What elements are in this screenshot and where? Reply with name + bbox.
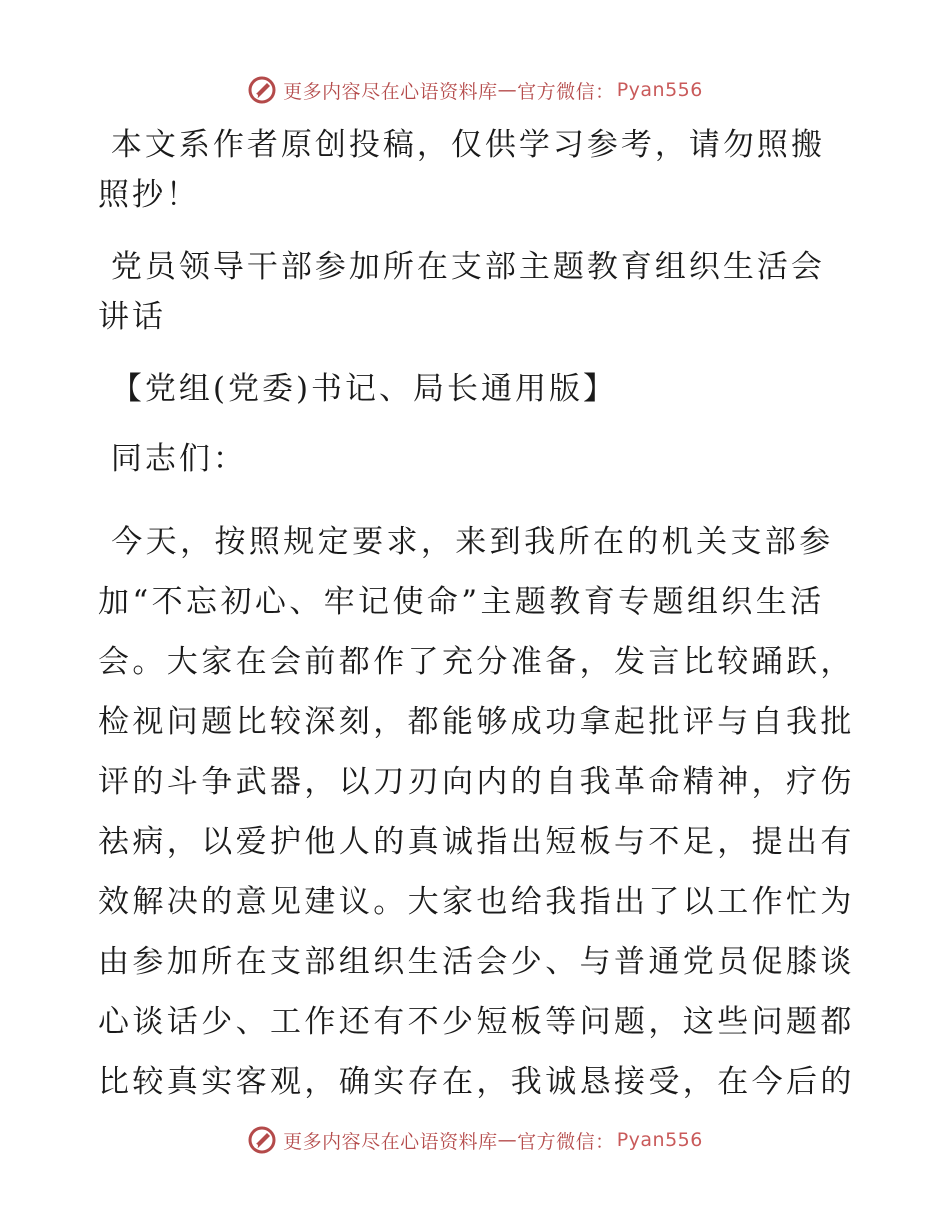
pen-seal-logo-icon (247, 1125, 277, 1155)
body-paragraph: 今天，按照规定要求，来到我所在的机关支部参加“不忘初心、牢记使命”主题教育专题组织生活会。大家在会前都作了充分准备，发言比较踊跃，检视问题比较深刻，都能够成功拿起批评与自我批评的斗争武器，以刀刃向内的自我革命精神，疗伤祛病，以爱护他人的真诚指出短板与不足，提出有效解决的意见建议。大家也给我指出了以工作忙为由参加所在支部组织生活会少、与普通党员促膝谈心谈话少、工作还有不少短板等问题，这些问题都比较真实客观，确实存在，我诚恳接受，在今后的 (98, 524, 855, 1100)
banner-dash: — (497, 79, 518, 101)
copyright-notice: 本文系作者原创投稿，仅供学习参考，请勿照搬照抄！ (98, 127, 825, 213)
banner-wechat-label: 官方微信： (517, 1130, 615, 1153)
document-version: 【党组(党委)书记、局长通用版】 (98, 371, 618, 407)
banner-site-text: 更多内容尽在心语资料库 (283, 80, 498, 103)
banner-site-text: 更多内容尽在心语资料库 (283, 1130, 498, 1153)
footer-banner (0, 1120, 950, 1160)
document-content (98, 120, 858, 1112)
document-title: 党员领导干部参加所在支部主题教育组织生活会讲话 (98, 249, 825, 335)
banner-wechat-label: 官方微信： (517, 80, 615, 103)
pen-seal-logo-icon (247, 75, 277, 105)
banner-dash: — (497, 1129, 518, 1151)
greeting: 同志们： (98, 441, 247, 477)
banner-wechat-id: Pyan556 (616, 79, 703, 101)
banner-wechat-id: Pyan556 (616, 1129, 703, 1151)
header-banner (0, 70, 950, 110)
